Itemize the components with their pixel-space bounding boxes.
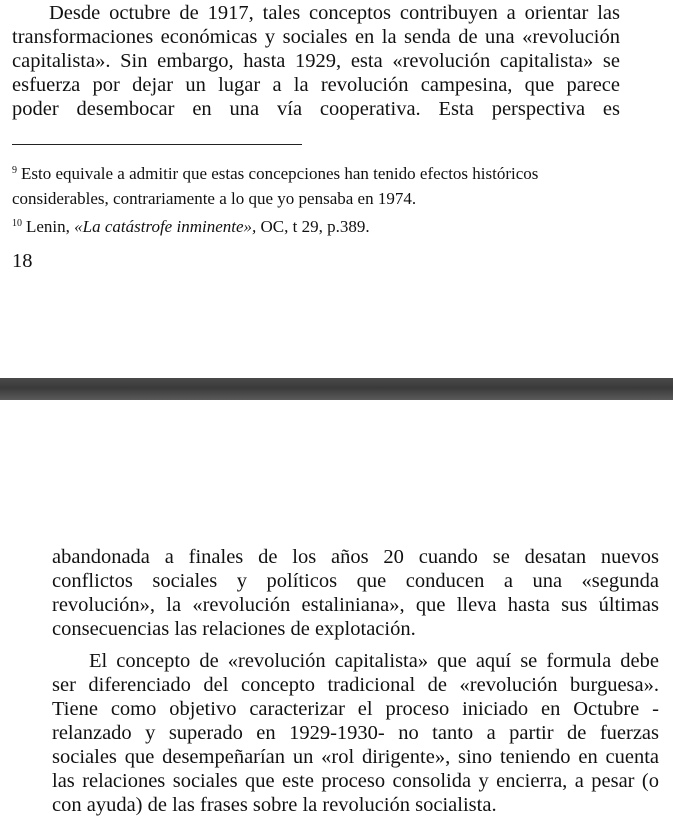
text-line: con ayuda) de las frases sobre la revolución socialista. xyxy=(52,794,497,816)
top-page xyxy=(0,0,673,378)
text-line: Desde octubre de 1917, tales conceptos contribuyen a orientar las xyxy=(49,2,620,24)
footnote-text: OC, t 29, p.389. xyxy=(256,217,370,236)
body-paragraph xyxy=(12,1,620,121)
footnote-separator xyxy=(12,144,302,145)
body-paragraph xyxy=(52,649,659,817)
footnote-number: 9 xyxy=(12,165,17,176)
footnote-text: Esto equivale a admitir que estas concepciones han tenido efectos históricos xyxy=(21,164,539,183)
text-line: las relaciones sociales que este proceso consolida y encierra, a pesar (o xyxy=(52,770,659,792)
text-line: El concepto de «revolución capitalista» que aquí se formula debe xyxy=(89,650,659,672)
page-number: 18 xyxy=(12,250,33,272)
body-paragraph xyxy=(52,545,659,641)
text-line: transformaciones económicas y sociales en la senda de una «revolución xyxy=(12,26,620,48)
text-line: ser diferenciado del concepto tradicional de «revolución burguesa». xyxy=(52,674,659,696)
text-line: abandonada a finales de los años 20 cuando se desatan nuevos xyxy=(52,546,659,568)
text-line: revolución», la «revolución estaliniana», que lleva hasta sus últimas xyxy=(52,594,659,616)
footnote-10-line xyxy=(12,211,632,239)
text-line: sociales que desempeñarían un «rol dirigente», sino teniendo en cuenta xyxy=(52,746,659,768)
footnotes xyxy=(12,158,632,239)
text-line: consecuencias las relaciones de explotación. xyxy=(52,618,416,640)
footnote-text: Lenin, xyxy=(26,217,75,236)
text-line: conflictos sociales y políticos que conducen a una «segunda xyxy=(52,570,659,592)
page-divider xyxy=(0,378,673,400)
text-line: relanzado y superado en 1929-1930- no tanto a partir de fuerzas xyxy=(52,722,659,744)
text-line: esfuerza por dejar un lugar a la revolución campesina, que parece xyxy=(12,74,620,96)
footnote-number: 10 xyxy=(12,218,22,229)
text-line: capitalista». Sin embargo, hasta 1929, esta «revolución capitalista» se xyxy=(12,50,620,72)
text-line: Tiene como objetivo caracterizar el proceso iniciado en Octubre - xyxy=(52,698,659,720)
text-line: poder desembocar en una vía cooperativa. Esta perspectiva es xyxy=(12,98,620,120)
footnote-9-line xyxy=(12,158,632,186)
footnote-title: «La catástrofe inminente», xyxy=(74,217,257,236)
footnote-9-line: considerables, contrariamente a lo que yo pensaba en 1974. xyxy=(12,189,417,208)
